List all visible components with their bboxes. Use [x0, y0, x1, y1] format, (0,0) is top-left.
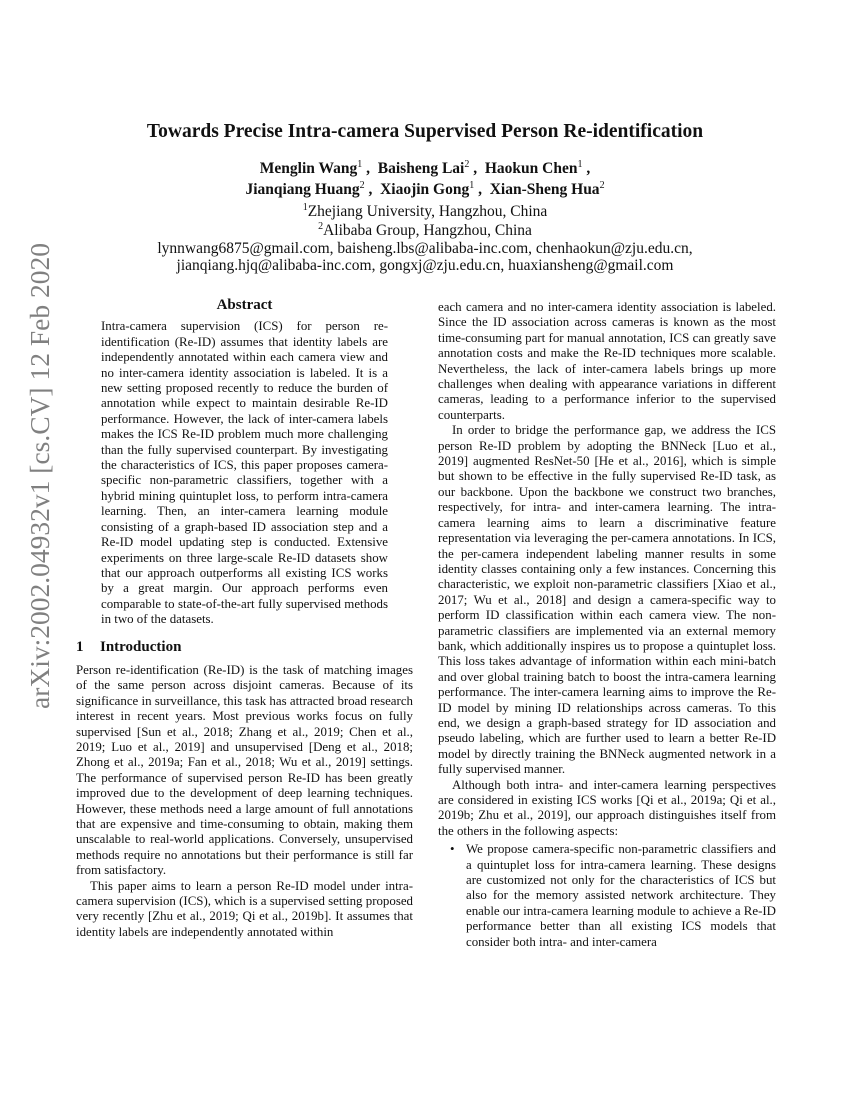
author-affil-mark: 2 — [464, 159, 470, 170]
affil-num: 1 — [302, 202, 308, 213]
bullet-icon: • — [450, 842, 455, 857]
abstract-text: Intra-camera supervision (ICS) for person re-identification (Re-ID) assumes that identity labels are independently annotated within each camera view and no inter-camera identity association is labeled. It is a new setting proposed recently to reduce the burden of annotation while expect to maintain desirable Re-ID performance. However, the lack of inter-camera labels makes the ICS Re-ID problem much more challenging than the fully supervised counterpart. By investigating the characteristics of ICS, this paper proposes camera-specific non-parametric classifiers, together with a hybrid mining quintuplet loss, to perform intra-camera learning. Then, an inter-camera learning module consisting of a graph-based ID association step and a Re-ID model updating step is conducted. Extensive experiments on three large-scale Re-ID datasets show that our approach outperforms all existing ICS works by a great margin. Our approach performs even comparable to state-of-the-art fully supervised methods in two of the datasets. — [101, 319, 388, 627]
author-affil-mark: 2 — [599, 180, 605, 191]
authors-line-2: Jianqiang Huang$^2$ , Xiaojin Gong$^1$ , Xian-Sheng Hua$^2$ — [245, 180, 605, 198]
affil-num: 2 — [318, 221, 324, 232]
paragraph: Although both intra- and inter-camera learning perspectives are considered in existing ICS works [Qi et al., 2019a; Qi et al., 2019b; Zhu et al., 2019], our approach distinguishes itself from the others in the following aspects: — [438, 777, 776, 838]
paragraph: each camera and no inter-camera identity association is labeled. Since the ID association across cameras is known as the most time-consuming part for manual annotation, ICS can greatly save annotation costs and make the Re-ID techniques more scalable. Nevertheless, the lack of inter-camera labels brings up more challenges when dealing with appearance variations in different cameras, leading to a performance inferior to the supervised counterparts. — [438, 300, 776, 422]
author-name: Xiaojin Gong — [380, 181, 470, 198]
paragraph: Person re-identification (Re-ID) is the task of matching images of the same person across disjoint cameras. Because of its significance in surveillance, this task has attracted broad research interest in recent years. Most previous works focus on fully supervised [Sun et al., 2018; Zhang et al., 2019; Chen et al., 2019; Luo et al., 2019] and unsupervised [Deng et al., 2018; Zhong et al., 2019a; Fan et al., 2018; Wu et al., 2019] settings. The performance of supervised person Re-ID has been greatly improved due to the development of deep learning techniques. However, these methods need a large amount of full annotations that are expensive and time-consuming to obtain, making them unscalable to real-world applications. Conversely, unsupervised methods require no annotations but their performance is still far from satisfactory. — [76, 662, 413, 878]
author-name: Jianqiang Huang — [245, 181, 360, 198]
email-line-2: jianqiang.hjq@alibaba-inc.com, gongxj@zju.edu.cn, huaxiansheng@gmail.com — [176, 257, 674, 274]
section-heading — [76, 640, 413, 655]
author-affil-mark: 2 — [359, 180, 365, 191]
author-affil-mark: 1 — [577, 159, 583, 170]
paragraph: In order to bridge the performance gap, we address the ICS person Re-ID problem by adopting the BNNeck [Luo et al., 2019] augmented ResNet-50 [He et al., 2016], which is simple but shown to be effective in the fully supervised Re-ID task, as our backbone. Upon the backbone we construct two branches, respectively, for intra- and inter-camera learning. The intra-camera learning aims to learn a discriminative feature representation via leveraging the per-camera annotations. In ICS, the per-camera independent labeling manner results in some identity classes containing only a few instances. Concerning this characteristic, we exploit non-parametric classifiers [Xiao et al., 2017; Wu et al., 2018] and design a camera-specific way to perform ID classification within each camera view. The non-parametric classifiers are implemented via an external memory bank, which additionally inspires us to propose a quintuplet loss. This loss takes advantage of information within each mini-batch and over global training batch to boost the intra-camera learning performance. The inter-camera learning aims to improve the Re-ID model by mining ID relationships across cameras. To this end, we design a graph-based strategy for ID association and pseudo labeling, which are further used to learn a better Re-ID model by directly training the BNNeck augmented network in a fully supervised manner. — [438, 423, 776, 777]
arxiv-stamp-text: arXiv:2002.04932v1 [cs.CV] 12 Feb 2020 — [24, 243, 55, 709]
affil-text: Zhejiang University, Hangzhou, China — [307, 203, 548, 220]
affiliation-1 — [0, 202, 850, 221]
section-title: Introduction — [100, 638, 182, 655]
paper-title: Towards Precise Intra-camera Supervised Person Re-identification — [146, 121, 704, 142]
author-affil-mark: 1 — [357, 159, 363, 170]
list-item-text: We propose camera-specific non-parametric classifiers and a quintuplet loss for intra-camera learning. These designs are customized not only for the characteristics of ICS but also for the memory assisted network architecture. They enable our intra-camera learning module to achieve a Re-ID performance better than all existing ICS models that consider both intra- and inter-camera — [466, 842, 776, 949]
left-column — [76, 298, 413, 940]
right-column — [438, 300, 776, 950]
arxiv-stamp — [20, 243, 60, 709]
email-line-1: lynnwang6875@gmail.com, baisheng.lbs@alibaba-inc.com, chenhaokun@zju.edu.cn, — [157, 240, 693, 257]
author-name: Baisheng Lai — [377, 160, 465, 177]
author-name: Menglin Wang — [259, 160, 358, 177]
authors-line-1: Menglin Wang$^1$ , Baisheng Lai$^2$ , Haokun Chen$^1$ , — [259, 159, 591, 177]
affiliation-2 — [0, 221, 850, 240]
author-name: Haokun Chen — [484, 160, 578, 177]
paragraph: This paper aims to learn a person Re-ID model under intra-camera supervision (ICS), which is a supervised setting proposed very recently [Zhu et al., 2019; Qi et al., 2019b]. It assumes that identity labels are independently annotated within — [76, 878, 413, 939]
affil-text: Alibaba Group, Hangzhou, China — [323, 222, 532, 239]
author-name: Xian-Sheng Hua — [489, 181, 600, 198]
author-affil-mark: 1 — [469, 180, 475, 191]
abstract-heading: Abstract — [216, 297, 273, 313]
section-number: 1 — [76, 638, 84, 655]
contribution-list — [438, 842, 776, 950]
list-item — [450, 842, 776, 950]
